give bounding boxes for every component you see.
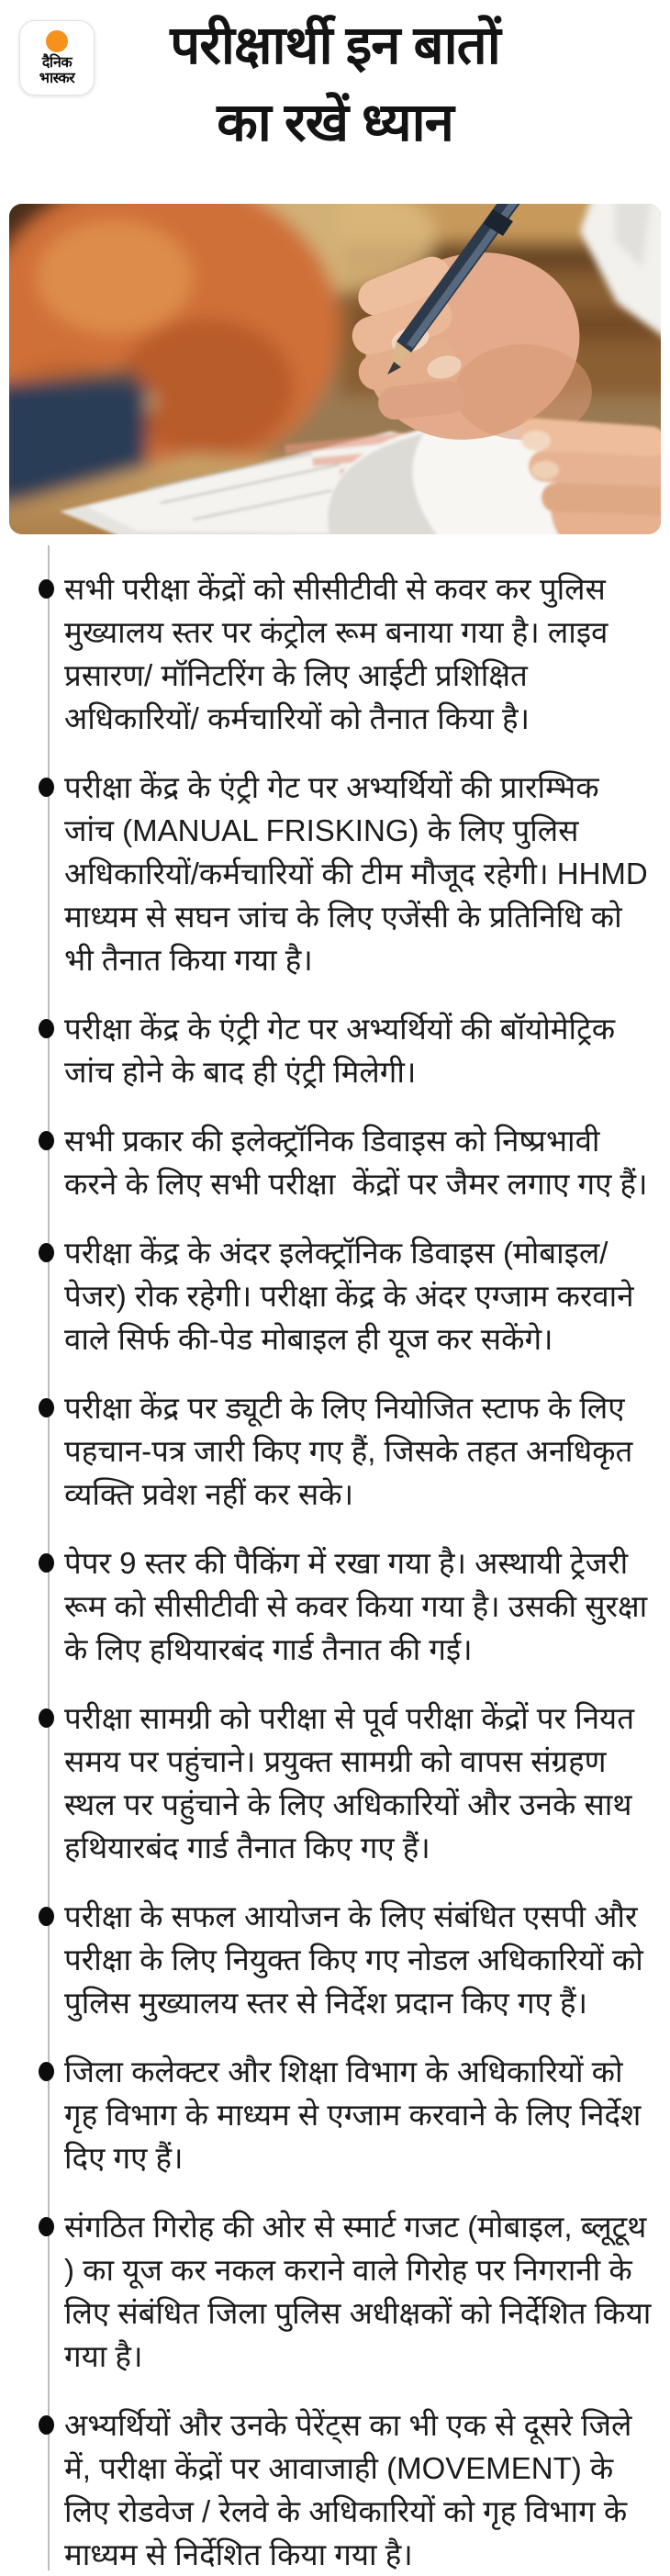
page-title (0, 0, 670, 162)
exam-photo (9, 204, 661, 534)
list-item-text: जिला कलेक्टर और शिक्षा विभाग के अधिकारियों को गृह विभाग के माध्यम से एग्जाम करवाने के लिए निर्देश दिए गए हैं। (64, 2055, 650, 2175)
bullet-icon (39, 2062, 54, 2081)
list-item (64, 2205, 660, 2378)
bullet-icon (39, 1131, 54, 1150)
exam-photo-illustration (9, 204, 661, 534)
list-item-text: परीक्षा केंद्र के अंदर इलेक्ट्रॉनिक डिवाइस (मोबाइल/ पेजर) रोक रहेगी। परीक्षा केंद्र के अंदर एग्जाम करवाने वाले सिर्फ की-पेड मोबाइल ही यूज कर सकेंगे। (64, 1236, 642, 1356)
list-item (64, 2050, 655, 2179)
list-item-text: सभी परीक्षा केंद्रों को सीसीटीवी से कवर कर पुलिस मुख्यालय स्तर पर कंट्रोल रूम बनाया गया है। लाइव प्रसारण/ मॉनिटरिंग के लिए आईटी प्रशिक्षित अधिकारियों/ कर्मचारियों को तैनात किया है। (64, 572, 617, 735)
logo-text-line2: भास्कर (39, 70, 75, 86)
bullet-icon (39, 1243, 54, 1262)
list-item-text: परीक्षा के सफल आयोजन के लिए संबंधित एसपी और परीक्षा के लिए नियुक्त किए गए नोडल अधिकारियों को पुलिस मुख्यालय स्तर से निर्देश प्रदान किए गए हैं। (64, 1899, 652, 2020)
list-item-text: परीक्षा केंद्र के एंट्री गेट पर अभ्यर्थियों की प्रारम्भिक जांच (MANUAL FRISKING) के लिए पुलिस अधिकारियों/कर्मचारियों की टीम मौजूद रहेगी। HHMD माध्यम से सघन जांच के लिए एजेंसी के प्रतिनिधि को भी तैनात किया गया है। (64, 770, 656, 977)
list-item (64, 1386, 655, 1516)
list-item-text: संगठित गिरोह की ओर से स्मार्ट गजट (मोबाइल, ब्लूटूथ ) का यूज कर नकल कराने वाले गिरोह पर निगरानी के लिए संबंधित जिला पुलिस अधीक्षकों को निर्देशित किया गया है। (64, 2210, 660, 2373)
headline-line-1: परीक्षार्थी इन बातों (170, 16, 500, 75)
list-item-text: सभी प्रकार की इलेक्ट्रॉनिक डिवाइस को निष्प्रभावी करने के लिए सभी परीक्षा केंद्रों पर जैमर लगाए गए हैं। (64, 1124, 648, 1201)
list-item (64, 567, 655, 740)
bullet-icon (39, 1553, 54, 1573)
bullet-icon (39, 2217, 54, 2236)
list-item-text: पेपर 9 स्तर की पैकिंग में रखा गया है। अस्थायी ट्रेजरी रूम को सीसीटीवी से कवर किया गया है। उसकी सुरक्षा के लिए हथियारबंद गार्ड तैनात की गई। (64, 1546, 656, 1666)
headline-line-2: का रखें ध्यान (217, 93, 453, 152)
logo-sun-icon (46, 30, 68, 52)
list-item-text: परीक्षा केंद्र के एंट्री गेट पर अभ्यर्थियों की बॉयोमेट्रिक जांच होने के बाद ही एंट्री मिलेगी। (64, 1012, 624, 1089)
bullet-icon (39, 1398, 54, 1417)
bullet-icon (39, 778, 54, 797)
list-item (64, 1895, 655, 2024)
logo-text-line1: दैनिक (41, 54, 73, 71)
list-item-text: परीक्षा सामग्री को परीक्षा से पूर्व परीक्षा केंद्रों पर नियत समय पर पहुंचाने। प्रयुक्त सामग्री को वापस संग्रहण स्थल पर पहुंचाने के लिए अधिकारियों और उनके साथ हथियारबंद गार्ड तैनात किए गए हैं। (64, 1701, 643, 1865)
list-item-text: परीक्षा केंद्र पर ड्यूटी के लिए नियोजित स्टाफ के लिए पहचान-पत्र जारी किए गए हैं, जिसके तहत अनधिकृत व्यक्ति प्रवेश नहीं कर सके। (64, 1391, 642, 1511)
bullet-icon (39, 1019, 54, 1038)
list-item-text: अभ्यर्थियों और उनके पेरेंट्स का भी एक से दूसरे जिले में, परीक्षा केंद्रों पर आवाजाही (MOVEMENT) के लिए रोडवेज / रेलवे के अधिकारियों को गृह विभाग के माध्यम से निर्देशित किया गया है। (64, 2408, 641, 2571)
header (0, 0, 670, 182)
list-item (64, 1697, 655, 1869)
list-item (64, 1231, 655, 1361)
list-item (64, 766, 655, 981)
list-item (64, 1007, 655, 1093)
list-item (64, 1541, 655, 1671)
bullet-icon (39, 2415, 54, 2435)
list-item (64, 2403, 655, 2576)
bullet-icon (39, 1708, 54, 1728)
bullet-icon (39, 1907, 54, 1926)
logo-text (39, 55, 74, 86)
list-item (64, 1119, 655, 1205)
brand-logo (19, 20, 95, 95)
points-list (0, 567, 670, 2576)
bullet-icon (39, 579, 54, 599)
